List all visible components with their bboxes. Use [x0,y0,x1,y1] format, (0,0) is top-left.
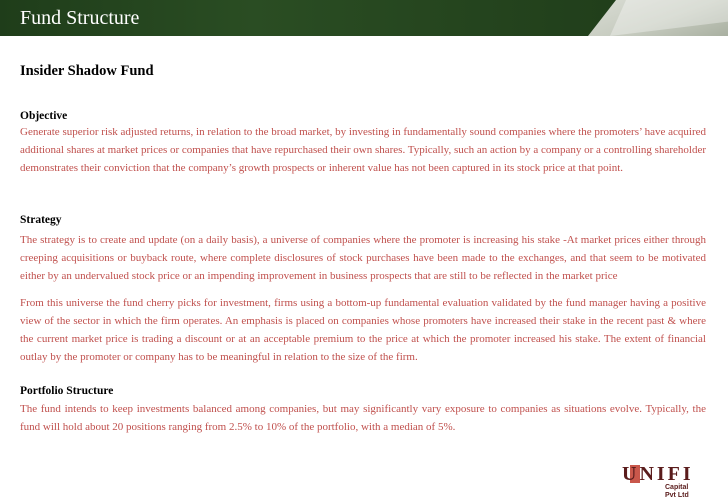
portfolio-structure-paragraph: The fund intends to keep investments balanced among companies, but may significantly vary exposure to companies as situations evolve. Typically, the fund will hold about 20 positions ranging from 2.5% to 10% of the portfolio, with a median of 5%. [20,403,706,433]
logo-wordmark: UNIFI [622,463,694,485]
portfolio-structure-heading: Portfolio Structure [20,385,114,397]
strategy-paragraph-2: From this universe the fund cherry picks for investment, firms using a bottom-up fundamental evaluation validated by the fund manager having a positive view of the sector in which the firm operates. An emphasis is placed on companies whose promoters have increased their stake in the recent past & where the current market price is trading a discount or at an acceptable premium to the price at which the promoter increased his stake. The extent of financial outlay by the promoter or company has to be meaningful in relation to the size of the firm. [20,297,706,363]
objective-paragraph: Generate superior risk adjusted returns, in relation to the broad market, by investing in fundamentally sound companies where the promoters’ have acquired additional shares at market prices or companies that have repurchased their own shares. Typically, such an action by a company or a controlling shareholder demonstrates their conviction that the company’s growth prospects or inherent value has not been captured in its stock price at that point. [20,126,706,174]
unifi-logo [622,463,708,497]
strategy-paragraph-1: The strategy is to create and update (on a daily basis), a universe of companies where the promoter is increasing his stake -At market prices either through creeping acquisitions or buyback route, where complete disclosures of stock purchases have been made to the exchanges, and that seem to be motivated either by an undervalued stock price or an impending improvement in business prospects that are still to be reflected in the market price [20,234,706,282]
objective-heading: Objective [20,110,68,122]
header-bar [0,0,728,36]
fund-name-heading: Insider Shadow Fund [20,63,154,79]
logo-subtitle [665,484,689,500]
logo-subtitle-line-2: Pvt Ltd [665,492,689,499]
page-title: Fund Structure [20,7,140,29]
strategy-heading: Strategy [20,214,62,226]
logo-subtitle-line-1: Capital [665,484,689,491]
